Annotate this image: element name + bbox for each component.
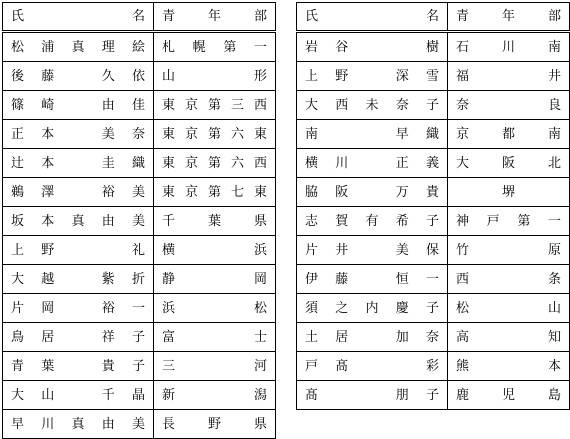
youth-division-cell: 熊 本 — [448, 352, 570, 381]
person-name-cell: 鳥居 祥子 — [3, 323, 154, 352]
youth-division-column-header: 青 年 部 — [448, 3, 570, 32]
person-name-cell: 上野 深雪 — [297, 62, 448, 91]
person-name-cell: 青葉 貴子 — [3, 352, 154, 381]
person-name-cell: 南 早織 — [297, 120, 448, 149]
table-row — [3, 236, 276, 265]
youth-division-cell: 千 葉 県 — [154, 207, 276, 236]
table-row — [297, 62, 570, 91]
table-row — [297, 265, 570, 294]
table-row — [297, 120, 570, 149]
table-row — [297, 207, 570, 236]
table-row — [3, 410, 276, 439]
person-name-cell: 大西未奈子 — [297, 91, 448, 120]
table-row — [3, 352, 276, 381]
person-name-cell: 大山 千晶 — [3, 381, 154, 410]
table-row — [297, 149, 570, 178]
youth-division-cell: 松 山 — [448, 294, 570, 323]
table-row — [3, 62, 276, 91]
person-name-cell: 後藤 久依 — [3, 62, 154, 91]
table-row — [297, 381, 570, 410]
table-row — [297, 236, 570, 265]
table-row — [297, 91, 570, 120]
youth-division-cell: 竹 原 — [448, 236, 570, 265]
table-row — [3, 381, 276, 410]
person-name-cell: 片岡 裕一 — [3, 294, 154, 323]
youth-division-cell: 浜 松 — [154, 294, 276, 323]
person-name-cell: 志賀有希子 — [297, 207, 448, 236]
youth-division-cell: 鹿 児 島 — [448, 381, 570, 410]
youth-division-column-header: 青 年 部 — [154, 3, 276, 32]
roster-body-right — [297, 3, 570, 410]
table-row — [297, 294, 570, 323]
table-row — [3, 32, 276, 62]
youth-division-cell: 奈 良 — [448, 91, 570, 120]
header-row — [3, 3, 276, 32]
person-name-cell: 髙 朋子 — [297, 381, 448, 410]
youth-division-cell: 新 潟 — [154, 381, 276, 410]
person-name-cell: 戸髙 彩 — [297, 352, 448, 381]
youth-division-cell: 高 知 — [448, 323, 570, 352]
youth-division-cell: 大 阪 北 — [448, 149, 570, 178]
person-name-cell: 上野 礼 — [3, 236, 154, 265]
youth-division-cell: 東京第六西 — [154, 149, 276, 178]
person-name-cell: 岩谷 樹 — [297, 32, 448, 62]
roster-body-left — [3, 3, 276, 439]
name-column-header: 氏 名 — [297, 3, 448, 32]
table-row — [297, 352, 570, 381]
person-name-cell: 早川真由美 — [3, 410, 154, 439]
youth-division-cell: 横 浜 — [154, 236, 276, 265]
youth-division-cell: 神戸第一 — [448, 207, 570, 236]
person-name-cell: 坂本真由美 — [3, 207, 154, 236]
person-name-cell: 大越 紫折 — [3, 265, 154, 294]
name-column-header: 氏 名 — [3, 3, 154, 32]
table-row — [3, 91, 276, 120]
person-name-cell: 脇阪 万貴 — [297, 178, 448, 207]
table-row — [3, 265, 276, 294]
roster-table-left — [2, 2, 276, 439]
youth-division-cell: 富 士 — [154, 323, 276, 352]
roster-table-right — [296, 2, 570, 410]
table-row — [3, 120, 276, 149]
person-name-cell: 土居 加奈 — [297, 323, 448, 352]
person-name-cell: 横川 正義 — [297, 149, 448, 178]
table-row — [3, 294, 276, 323]
person-name-cell: 辻本 圭織 — [3, 149, 154, 178]
youth-division-cell: 札幌第一 — [154, 32, 276, 62]
youth-division-cell: 東京第三西 — [154, 91, 276, 120]
youth-division-cell: 福 井 — [448, 62, 570, 91]
youth-division-cell: 山 形 — [154, 62, 276, 91]
youth-division-cell: 石 川 南 — [448, 32, 570, 62]
person-name-cell: 伊藤 恒一 — [297, 265, 448, 294]
table-row — [297, 32, 570, 62]
person-name-cell: 須之内慶子 — [297, 294, 448, 323]
table-row — [297, 178, 570, 207]
person-name-cell: 正本 美奈 — [3, 120, 154, 149]
table-row — [3, 207, 276, 236]
table-row — [3, 178, 276, 207]
header-row — [297, 3, 570, 32]
youth-division-cell: 京 都 南 — [448, 120, 570, 149]
youth-division-cell: 静 岡 — [154, 265, 276, 294]
table-row — [3, 323, 276, 352]
youth-division-cell: 三 河 — [154, 352, 276, 381]
youth-division-cell: 長 野 県 — [154, 410, 276, 439]
person-name-cell: 鵜澤 裕美 — [3, 178, 154, 207]
person-name-cell: 松浦真理絵 — [3, 32, 154, 62]
youth-division-cell: 堺 — [448, 178, 570, 207]
person-name-cell: 篠崎 由佳 — [3, 91, 154, 120]
person-name-cell: 片井 美保 — [297, 236, 448, 265]
table-row — [297, 323, 570, 352]
youth-division-cell: 西 条 — [448, 265, 570, 294]
table-row — [3, 149, 276, 178]
youth-division-cell: 東京第六東 — [154, 120, 276, 149]
youth-division-cell: 東京第七東 — [154, 178, 276, 207]
